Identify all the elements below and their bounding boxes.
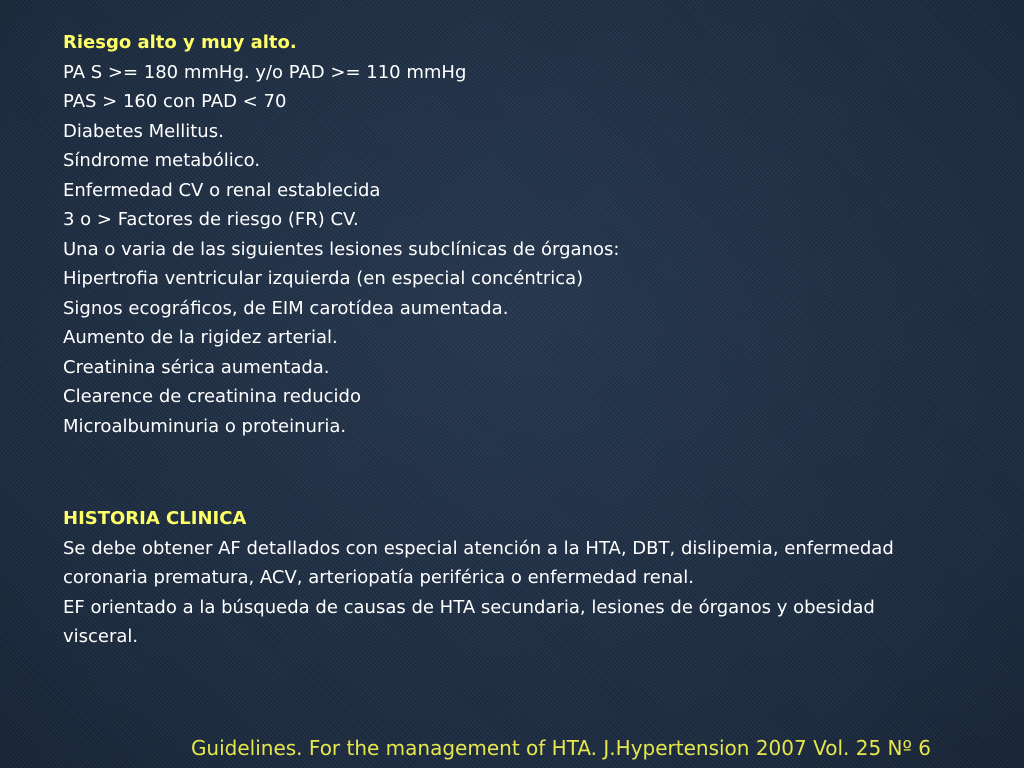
risk-line: PAS > 160 con PAD < 70 xyxy=(63,91,287,112)
risk-heading: Riesgo alto y muy alto. xyxy=(63,32,297,53)
risk-line: Hipertrofia ventricular izquierda (en especial concéntrica) xyxy=(63,268,584,289)
risk-line: Creatinina sérica aumentada. xyxy=(63,356,330,378)
history-paragraph: EF orientado a la búsqueda de causas de HTA secundaria, lesiones de órganos y obesidad visceral. xyxy=(63,596,875,647)
risk-line: Clearence de creatinina reducido xyxy=(63,386,361,407)
risk-line: 3 o > Factores de riesgo (FR) CV. xyxy=(63,209,359,230)
history-section xyxy=(63,504,913,652)
risk-line: Aumento de la rigidez arterial. xyxy=(63,327,338,348)
risk-line: Microalbuminuria o proteinuria. xyxy=(63,415,347,437)
risk-section xyxy=(63,28,913,441)
risk-line: PA S >= 180 mmHg. y/o PAD >= 110 mmHg xyxy=(63,61,467,83)
risk-line: Síndrome metabólico. xyxy=(63,150,261,171)
history-heading: HISTORIA CLINICA xyxy=(63,508,247,529)
risk-line: Signos ecográficos, de EIM carotídea aumentada. xyxy=(63,297,509,319)
risk-line: Enfermedad CV o renal establecida xyxy=(63,179,381,201)
risk-line: Una o varia de las siguientes lesiones subclínicas de órganos: xyxy=(63,238,620,260)
risk-line: Diabetes Mellitus. xyxy=(63,120,224,142)
history-paragraph: Se debe obtener AF detallados con especial atención a la HTA, DBT, dislipemia, enfermedad coronaria prematura, ACV, arteriopatía periférica o enfermedad renal. xyxy=(63,537,894,588)
citation-footer: Guidelines. For the management of HTA. J.Hypertension 2007 Vol. 25 Nº 6 xyxy=(190,736,931,760)
